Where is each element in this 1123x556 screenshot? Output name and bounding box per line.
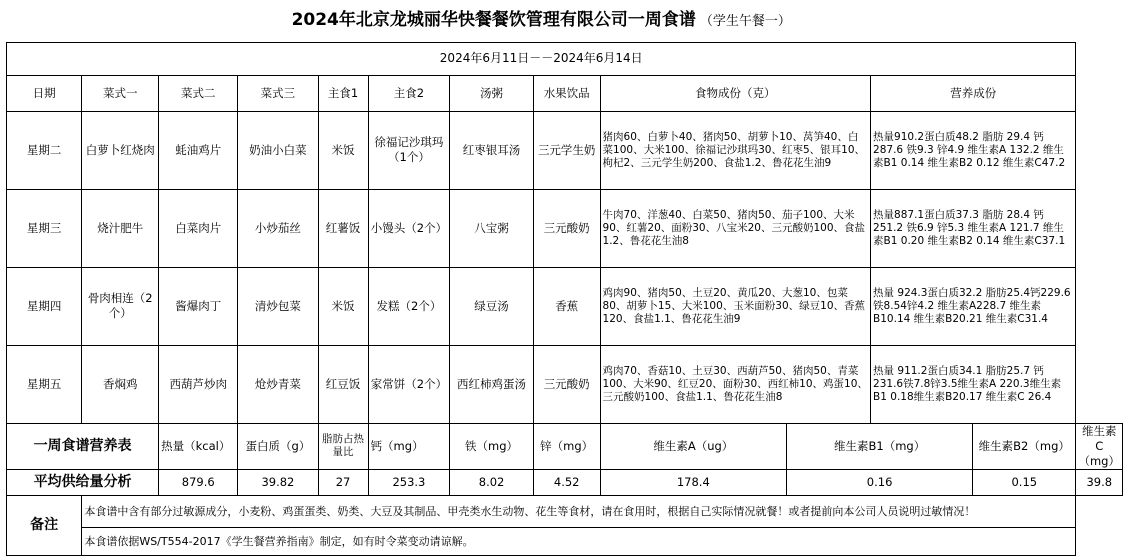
fruit-cell: 三元酸奶: [533, 345, 600, 423]
dish3-cell: 炝炒青菜: [238, 345, 318, 423]
nutrient-value: 178.4: [600, 469, 787, 495]
date-range: 2024年6月11日－－2024年6月14日: [7, 42, 1076, 75]
soup-cell: 八宝粥: [450, 189, 534, 267]
staple1-cell: 米饭: [318, 267, 368, 345]
nutrient-header: 维生素C（mg）: [1076, 423, 1123, 469]
dish1-cell: 香焖鸡: [82, 345, 159, 423]
nutrition-cell: 热量 924.3蛋白质32.2 脂肪25.4钙229.6铁8.54锌4.2 维生素A228.7 维生素B10.14 维生素B20.21 维生素C31.4: [871, 267, 1076, 345]
fruit-cell: 三元学生奶: [533, 111, 600, 189]
nutrition-cell: 热量887.1蛋白质37.3 脂肪 28.4 钙251.2 铁6.9 锌5.3 维生素A 121.7 维生素B1 0.20 维生素B2 0.14 维生素C37.1: [871, 189, 1076, 267]
nutrient-header: 铁（mg）: [450, 423, 534, 469]
nutrient-value: 8.02: [450, 469, 534, 495]
ingredients-cell: 牛肉70、洋葱40、白菜50、猪肉50、茄子100、大米90、红薯20、面粉30、八宝米20、三元酸奶100、食盐1.2、鲁花花生油8: [600, 189, 871, 267]
fruit-cell: 香蕉: [533, 267, 600, 345]
nutrient-value: 0.15: [973, 469, 1076, 495]
staple2-cell: 发糕（2个）: [368, 267, 450, 345]
staple1-cell: 米饭: [318, 111, 368, 189]
day-row: [7, 111, 1123, 189]
dish2-cell: 蚝油鸡片: [159, 111, 238, 189]
subtitle-text: （学生午餐一）: [699, 13, 791, 29]
header-dish1: 菜式一: [82, 75, 159, 111]
summary-label-2: 平均供给量分析: [7, 469, 159, 495]
ingredients-cell: 鸡肉70、香菇10、土豆30、西葫芦50、猪肉50、青菜100、大米90、红豆20、面粉30、西红柿10、鸡蛋10、三元酸奶100、食盐1.1、鲁花花生油8: [600, 345, 871, 423]
ingredients-cell: 鸡肉90、猪肉50、土豆20、黄瓜20、大葱10、包菜80、胡萝卜15、大米100、玉米面粉30、绿豆10、香蕉120、食盐1.1、鲁花花生油9: [600, 267, 871, 345]
header-dish2: 菜式二: [159, 75, 238, 111]
allergen-note: 本食谱中含有部分过敏源成分，小麦粉、鸡蛋蛋类、奶类、大豆及其制品、甲壳类水生动物、花生等食材，请在食用时，根据自己实际情况就餐！或者提前向本公司人员说明过敏情况！: [82, 495, 1076, 527]
day-label: 星期四: [7, 267, 82, 345]
header-fruit: 水果饮品: [533, 75, 600, 111]
staple2-cell: 小馒头（2个）: [368, 189, 450, 267]
soup-cell: 绿豆汤: [450, 267, 534, 345]
nutrient-header: 维生素B1（mg）: [787, 423, 973, 469]
dish3-cell: 小炒茄丝: [238, 189, 318, 267]
nutrient-header: 锌（mg）: [533, 423, 600, 469]
nutrient-header: 钙（mg）: [368, 423, 450, 469]
title-text: 2024年北京龙城丽华快餐餐饮管理有限公司一周食谱: [291, 9, 696, 30]
staple1-cell: 红豆饭: [318, 345, 368, 423]
nutrient-value: 39.82: [238, 469, 318, 495]
soup-cell: 红枣银耳汤: [450, 111, 534, 189]
nutrient-header: 热量（kcal）: [159, 423, 238, 469]
summary-label-1: 一周食谱营养表: [7, 423, 159, 469]
nutrition-cell: 热量910.2蛋白质48.2 脂肪 29.4 钙287.6 铁9.3 锌4.9 维生素A 132.2 维生素B1 0.14 维生素B2 0.12 维生素C47.2: [871, 111, 1076, 189]
notes-label: 备注: [7, 495, 82, 555]
dish2-cell: 西葫芦炒肉: [159, 345, 238, 423]
day-label: 星期三: [7, 189, 82, 267]
dish1-cell: 烧汁肥牛: [82, 189, 159, 267]
header-date: 日期: [7, 75, 82, 111]
nutrient-header: 维生素B2（mg）: [973, 423, 1076, 469]
header-staple2: 主食2: [368, 75, 450, 111]
staple2-cell: 家常饼（2个）: [368, 345, 450, 423]
staple2-cell: 徐福记沙琪玛（1个）: [368, 111, 450, 189]
day-row: [7, 345, 1123, 423]
dish1-cell: 白萝卜红烧肉: [82, 111, 159, 189]
dish2-cell: 酱爆肉丁: [159, 267, 238, 345]
nutrient-value: 879.6: [159, 469, 238, 495]
day-label: 星期五: [7, 345, 82, 423]
nutrient-header: 蛋白质（g）: [238, 423, 318, 469]
ingredients-cell: 猪肉60、白萝卜40、猪肉50、胡萝卜10、莴笋40、白菜100、大米100、徐福记沙琪玛30、红枣5、银耳10、枸杞2、三元学生奶200、食盐1.2、鲁花花生油9: [600, 111, 871, 189]
nutrient-value: 0.16: [787, 469, 973, 495]
day-label: 星期二: [7, 111, 82, 189]
dish3-cell: 清炒包菜: [238, 267, 318, 345]
nutrient-value: 4.52: [533, 469, 600, 495]
staple1-cell: 红薯饭: [318, 189, 368, 267]
header-staple1: 主食1: [318, 75, 368, 111]
fruit-cell: 三元酸奶: [533, 189, 600, 267]
day-row: [7, 267, 1123, 345]
day-row: [7, 189, 1123, 267]
soup-cell: 西红柿鸡蛋汤: [450, 345, 534, 423]
dish1-cell: 骨肉相连（2个）: [82, 267, 159, 345]
menu-table: [6, 0, 1123, 556]
standard-note: 本食谱依据WS/T554-2017《学生餐营养指南》制定，如有时令菜变动请谅解。: [82, 527, 1076, 555]
header-ingredients: 食物成份（克）: [600, 75, 871, 111]
header-dish3: 菜式三: [238, 75, 318, 111]
nutrient-header: 脂肪占热量比: [318, 423, 368, 469]
header-soup: 汤粥: [450, 75, 534, 111]
nutrient-value: 39.8: [1076, 469, 1123, 495]
nutrient-header: 维生素A（ug）: [600, 423, 787, 469]
nutrient-value: 27: [318, 469, 368, 495]
header-nutrition: 营养成份: [871, 75, 1076, 111]
dish2-cell: 白菜肉片: [159, 189, 238, 267]
nutrition-cell: 热量 911.2蛋白质34.1 脂肪25.7 钙231.6铁7.8锌3.5维生素A 220.3维生素B1 0.18维生素B20.17 维生素C 26.4: [871, 345, 1076, 423]
dish3-cell: 奶油小白菜: [238, 111, 318, 189]
nutrient-value: 253.3: [368, 469, 450, 495]
menu-title: [7, 0, 1076, 42]
